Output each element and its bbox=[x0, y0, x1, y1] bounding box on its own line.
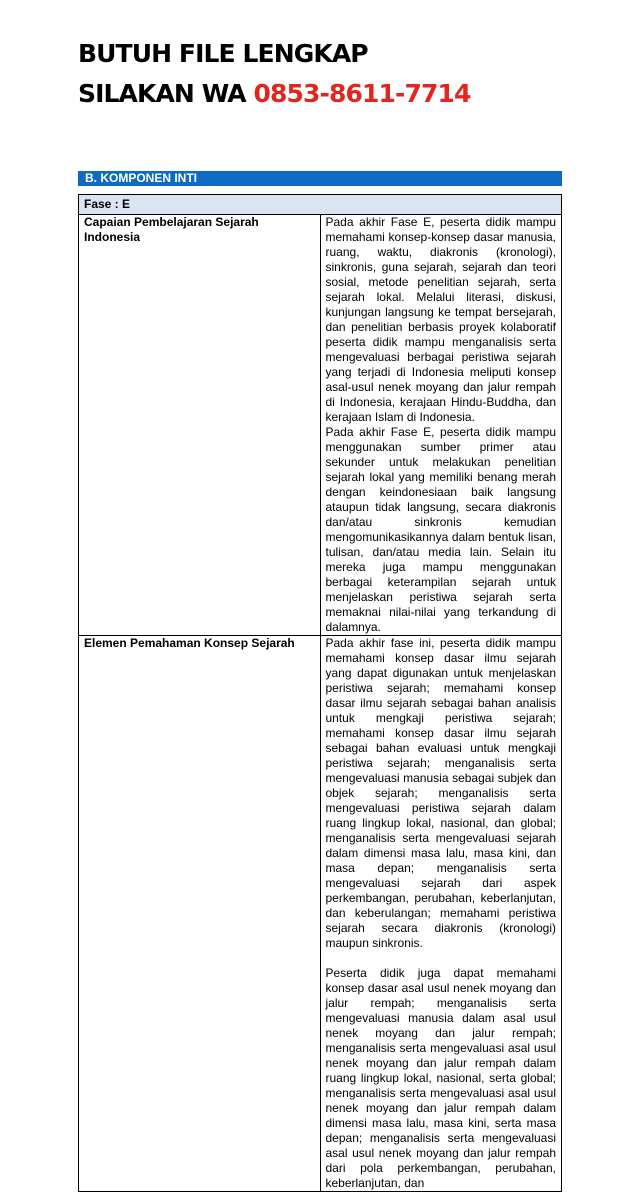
row-label: Elemen Pemahaman Konsep Sejarah bbox=[79, 636, 321, 1192]
content-paragraph: Pada akhir Fase E, peserta didik mampu memahami konsep-konsep dasar manusia, ruang, waktu, diakronis (kronologi), sinkronis, guna sejarah, sejarah dan teori sosial, metode penelitian sejarah, serta sejarah lokal. Melalui literasi, diskusi, kunjungan langsung ke tempat bersejarah, dan penelitian berbasis proyek kolaboratif peserta didik mampu menganalisis serta mengevaluasi berbagai peristiwa sejarah yang terjadi di Indonesia meliputi konsep asal-usul nenek moyang dan jalur rempah di Indonesia, kerajaan Hindu-Buddha, dan kerajaan Islam di Indonesia. bbox=[325, 215, 556, 424]
fase-row bbox=[79, 195, 562, 215]
komponen-inti-table bbox=[78, 194, 562, 1192]
table-row bbox=[79, 636, 562, 1192]
content-paragraph: Peserta didik juga dapat memahami konsep dasar asal usul nenek moyang dan jalur rempah; menganalisis serta mengevaluasi manusia dalam asal usul nenek moyang dan jalur rempah; menganalisis serta mengevaluasi asal usul nenek moyang dan jalur rempah dalam ruang lingkup lokal, nasional, serta global; menganalisis serta mengevaluasi asal usul nenek moyang dan jalur rempah dalam dimensi masa lalu, masa kini, serta masa depan; menganalisis serta mengevaluasi asal usul nenek moyang dan jalur rempah dari pola perkembangan, perubahan, keberlanjutan, dan bbox=[325, 966, 556, 1190]
row-label: Capaian Pembelajaran Sejarah Indonesia bbox=[79, 215, 321, 636]
row-content bbox=[320, 215, 562, 636]
content-paragraph: Pada akhir Fase E, peserta didik mampu menggunakan sumber primer atau sekunder untuk melakukan penelitian sejarah lokal yang memiliki benang merah dengan keindonesiaan baik langsung ataupun tidak langsung, secara diakronis dan/atau sinkronis kemudian mengomunikasikannya dalam bentuk lisan, tulisan, dan/atau media lain. Selain itu mereka juga mampu menggunakan berbagai keterampilan sejarah untuk menjelaskan peristiwa sejarah serta memaknai nilai-nilai yang terkandung di dalamnya. bbox=[325, 425, 556, 634]
banner-line-2 bbox=[78, 78, 558, 110]
banner-line-1: BUTUH FILE LENGKAP bbox=[78, 39, 368, 68]
section-header: B. KOMPONEN INTI bbox=[78, 171, 562, 186]
content-paragraph: Pada akhir fase ini, peserta didik mampu memahami konsep dasar ilmu sejarah yang dapat digunakan untuk menjelaskan peristiwa sejarah; memahami konsep dasar ilmu sejarah sebagai bahan analisis untuk mengkaji peristiwa sejarah; memahami konsep dasar ilmu sejarah sebagai bahan evaluasi untuk mengkaji peristiwa sejarah; menganalisis serta mengevaluasi manusia sebagai subjek dan objek sejarah; menganalisis serta mengevaluasi peristiwa sejarah dalam ruang lingkup lokal, nasional, dan global; menganalisis serta mengevaluasi sejarah dalam dimensi masa lalu, masa kini, dan masa depan; menganalisis serta mengevaluasi sejarah dari aspek perkembangan, perubahan, keberlanjutan, dan keberulangan; memahami peristiwa sejarah secara diakronis (kronologi) maupun sinkronis. bbox=[325, 636, 556, 950]
promo-banner bbox=[78, 38, 558, 110]
fase-cell: Fase : E bbox=[79, 195, 562, 215]
row-content bbox=[320, 636, 562, 1192]
table-row bbox=[79, 215, 562, 636]
whatsapp-number: 0853-8611-7714 bbox=[253, 79, 471, 108]
banner-prefix: SILAKAN WA bbox=[78, 79, 254, 108]
